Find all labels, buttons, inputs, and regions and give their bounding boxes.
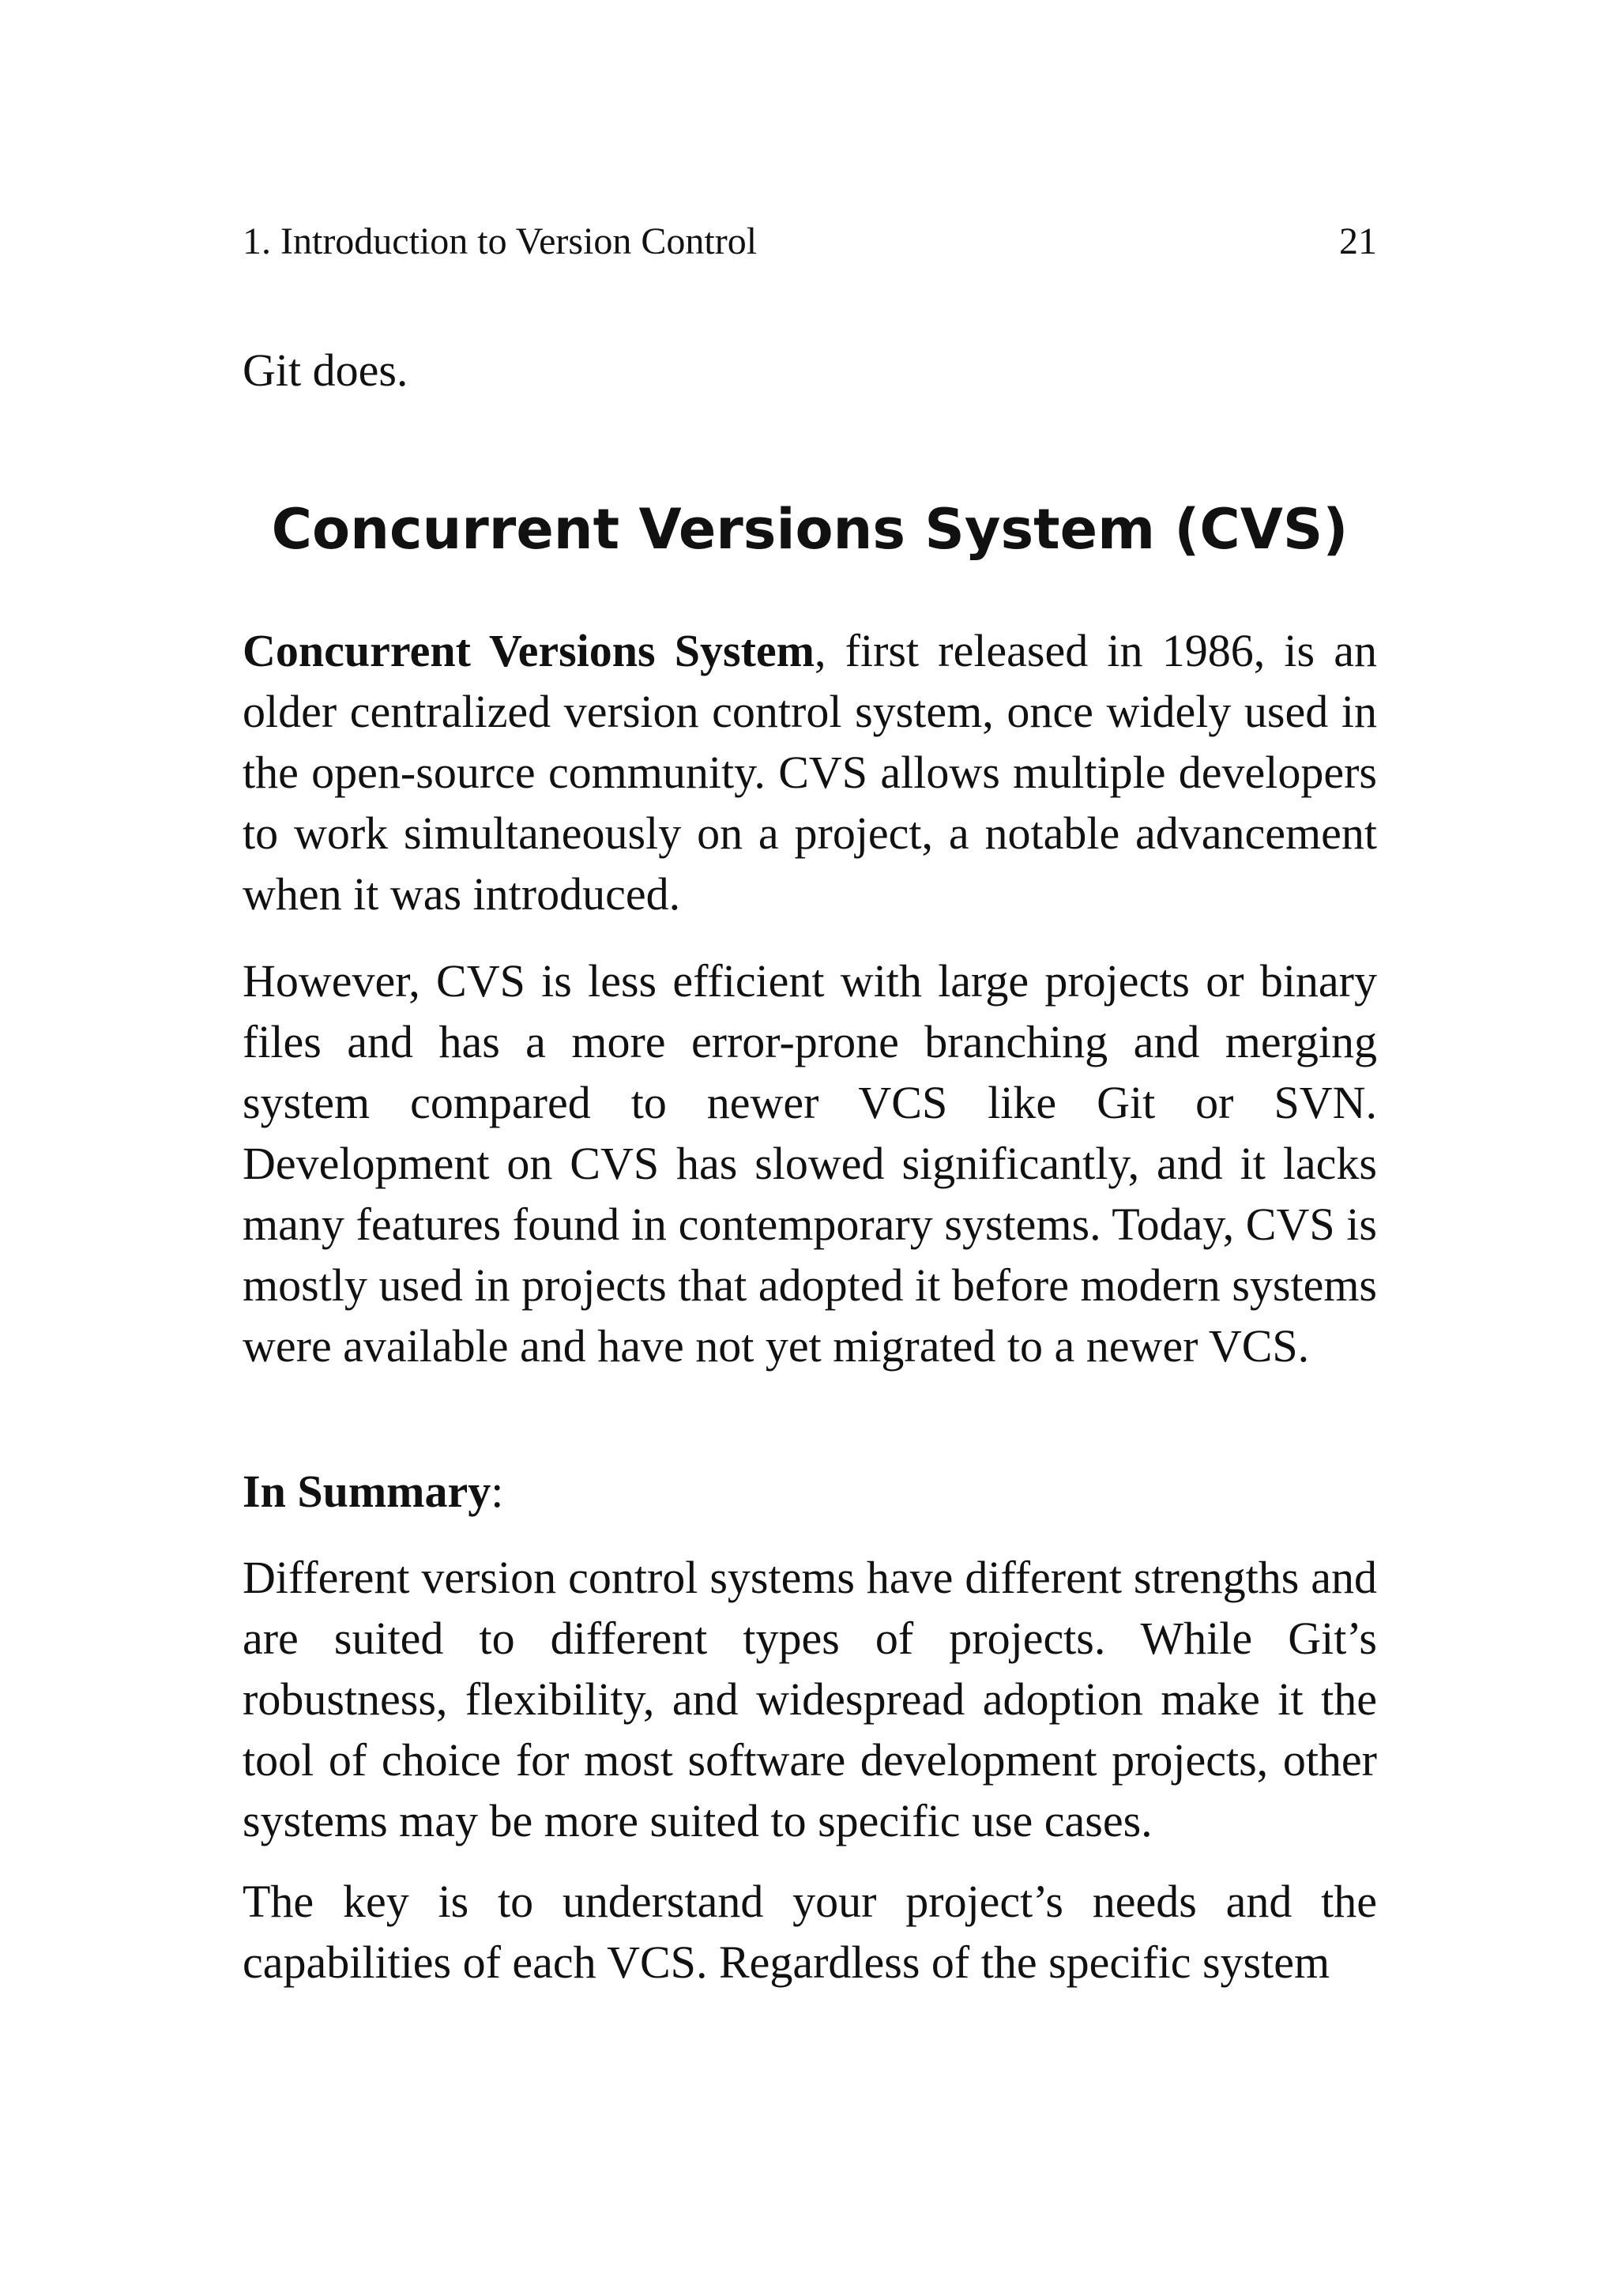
paragraph-cvs-limitations: However, CVS is less efficient with large projects or binary files and has a more error-prone branching and merging system compared to newer VCS like Git or SVN. Development on CVS has slowed significantly, and it lacks many features found in contemporary systems. Today, CVS is mostly used in projects that adopted it before modern systems were available and have not yet migrated to a newer VCS. <box>243 955 1377 1372</box>
running-header <box>243 218 1377 265</box>
paragraph-3 <box>243 1547 1377 1851</box>
continuation-block <box>243 340 1377 401</box>
summary-heading <box>243 1461 1377 1522</box>
paragraph-cvs-intro <box>243 620 1377 924</box>
section-heading: Concurrent Versions System (CVS) <box>271 497 1349 562</box>
cvs-term: Concurrent Versions System <box>243 625 815 676</box>
summary-heading-block <box>243 1461 1377 1522</box>
paragraph-4 <box>243 1871 1377 1993</box>
continuation-text: Git does. <box>243 344 408 396</box>
chapter-title: 1. Introduction to Version Control <box>243 220 758 262</box>
paragraph-2 <box>243 950 1377 1376</box>
summary-colon: : <box>491 1466 504 1517</box>
paragraph-1 <box>243 620 1377 924</box>
page-number: 21 <box>1339 220 1377 262</box>
summary-label: In Summary <box>243 1466 491 1517</box>
paragraph-summary: Different version control systems have different strengths and are suited to different types of projects. While Git’s robustness, flexibility, and widespread adoption make it the tool of choice for most software development projects, other systems may be more suited to specific use cases. <box>243 1552 1377 1846</box>
paragraph-1-body: , first released in 1986, is an older centralized version control system, once widely used in the open-source community. CVS allows multiple developers to work simultaneously on a project, a notable advancement when it was introduced. <box>243 625 1377 920</box>
paragraph-key: The key is to understand your project’s needs and the capabilities of each VCS. Regardless of the specific system <box>243 1876 1377 1988</box>
